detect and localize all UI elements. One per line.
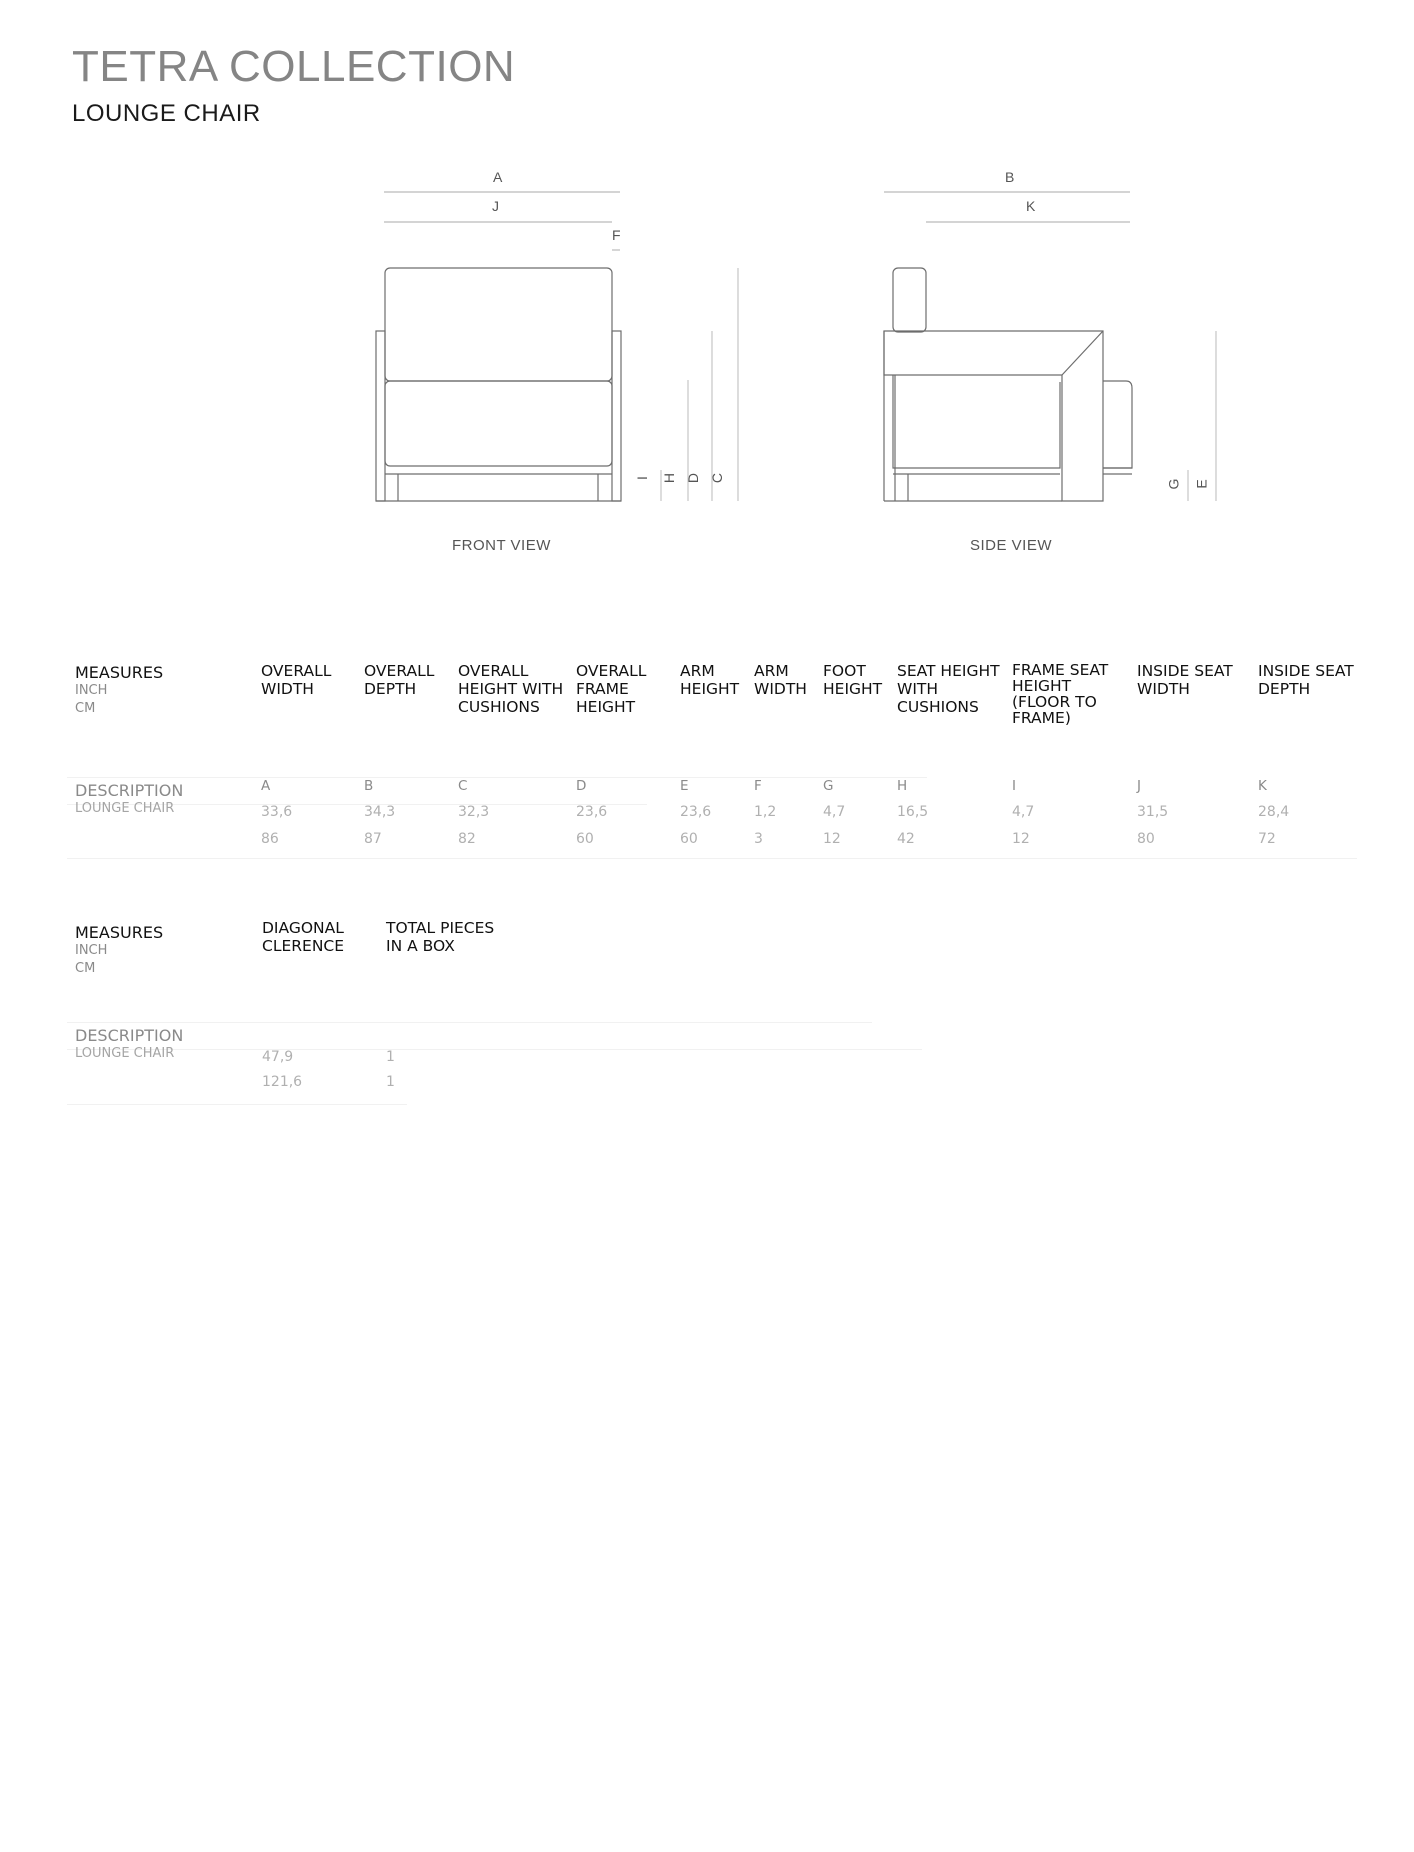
dim-label-d: D xyxy=(685,472,702,484)
value-inch: 4,7 xyxy=(823,804,846,820)
dim-label-i: I xyxy=(633,476,650,480)
column-header: TOTAL PIECES IN A BOX xyxy=(386,919,495,955)
dim-label-k: K xyxy=(1026,198,1036,214)
table-divider xyxy=(67,1104,407,1105)
value-cm: 42 xyxy=(897,831,915,847)
dim-label-b: B xyxy=(1005,169,1015,185)
value-inch: 47,9 xyxy=(262,1049,294,1065)
dim-label-h: H xyxy=(661,472,678,484)
dimension-letter: F xyxy=(754,778,762,794)
table-divider xyxy=(67,1022,872,1023)
value-inch: 16,5 xyxy=(897,804,929,820)
dim-label-f: F xyxy=(612,227,621,243)
column-header: FRAME SEAT HEIGHT (FLOOR TO FRAME) xyxy=(1012,661,1109,727)
value-cm: 86 xyxy=(261,831,279,847)
table-divider xyxy=(67,777,927,778)
value-cm: 82 xyxy=(458,831,476,847)
value-cm: 12 xyxy=(1012,831,1030,847)
column-header: SEAT HEIGHT WITH CUSHIONS xyxy=(897,662,1000,716)
technical-drawing xyxy=(0,0,1414,580)
front-view-label: FRONT VIEW xyxy=(452,537,551,554)
column-header: ARM WIDTH xyxy=(754,662,807,698)
value-cm: 60 xyxy=(680,831,698,847)
dimension-letter: B xyxy=(364,778,374,794)
dimension-letter: I xyxy=(1012,778,1016,794)
dimension-letter: A xyxy=(261,778,271,794)
dim-label-j: J xyxy=(492,198,499,214)
dimension-letter: G xyxy=(823,778,834,794)
front-view-drawing xyxy=(376,192,738,501)
column-header: INSIDE SEAT WIDTH xyxy=(1137,662,1233,698)
value-cm: 1 xyxy=(386,1074,395,1090)
column-header: OVERALL FRAME HEIGHT xyxy=(576,662,647,716)
value-inch: 1,2 xyxy=(754,804,777,820)
column-header: DIAGONAL CLERENCE xyxy=(262,919,345,955)
column-header: FOOT HEIGHT xyxy=(823,662,883,698)
value-cm: 60 xyxy=(576,831,594,847)
column-header: OVERALL DEPTH xyxy=(364,662,435,698)
side-view-drawing xyxy=(884,192,1216,501)
product-subtitle: LOUNGE CHAIR xyxy=(72,100,261,127)
dim-label-a: A xyxy=(493,169,503,185)
dimension-letter: C xyxy=(458,778,468,794)
unit-cm-label: CM xyxy=(75,961,96,976)
description-heading: DESCRIPTION xyxy=(75,1026,184,1045)
value-inch: 31,5 xyxy=(1137,804,1169,820)
dim-label-c: C xyxy=(709,472,726,484)
item-name: LOUNGE CHAIR xyxy=(75,1046,175,1061)
value-inch: 1 xyxy=(386,1049,395,1065)
dim-label-g: G xyxy=(1165,478,1182,490)
description-heading: DESCRIPTION xyxy=(75,781,184,800)
dimension-letter: J xyxy=(1137,778,1141,794)
value-inch: 32,3 xyxy=(458,804,490,820)
value-cm: 87 xyxy=(364,831,382,847)
value-cm: 72 xyxy=(1258,831,1276,847)
value-cm: 3 xyxy=(754,831,763,847)
column-header: OVERALL HEIGHT WITH CUSHIONS xyxy=(458,662,564,716)
column-header: OVERALL WIDTH xyxy=(261,662,332,698)
column-header: INSIDE SEAT DEPTH xyxy=(1258,662,1354,698)
unit-cm-label: CM xyxy=(75,701,96,716)
dimension-letter: K xyxy=(1258,778,1267,794)
item-name: LOUNGE CHAIR xyxy=(75,801,175,816)
table-divider xyxy=(67,1049,922,1050)
dimension-letter: E xyxy=(680,778,689,794)
value-cm: 12 xyxy=(823,831,841,847)
unit-inch-label: INCH xyxy=(75,683,108,698)
value-inch: 28,4 xyxy=(1258,804,1290,820)
collection-title: TETRA COLLECTION xyxy=(72,42,516,91)
value-inch: 34,3 xyxy=(364,804,396,820)
value-inch: 23,6 xyxy=(576,804,608,820)
dimension-letter: D xyxy=(576,778,587,794)
value-cm: 80 xyxy=(1137,831,1155,847)
unit-inch-label: INCH xyxy=(75,943,108,958)
value-inch: 23,6 xyxy=(680,804,712,820)
value-cm: 121,6 xyxy=(262,1074,303,1090)
column-header: ARM HEIGHT xyxy=(680,662,740,698)
side-view-label: SIDE VIEW xyxy=(970,537,1053,554)
measures-heading: MEASURES xyxy=(75,923,164,942)
measures-heading: MEASURES xyxy=(75,663,164,682)
dimension-letter: H xyxy=(897,778,908,794)
dim-label-e: E xyxy=(1193,479,1210,489)
table-divider xyxy=(67,858,1357,859)
value-inch: 4,7 xyxy=(1012,804,1035,820)
value-inch: 33,6 xyxy=(261,804,293,820)
